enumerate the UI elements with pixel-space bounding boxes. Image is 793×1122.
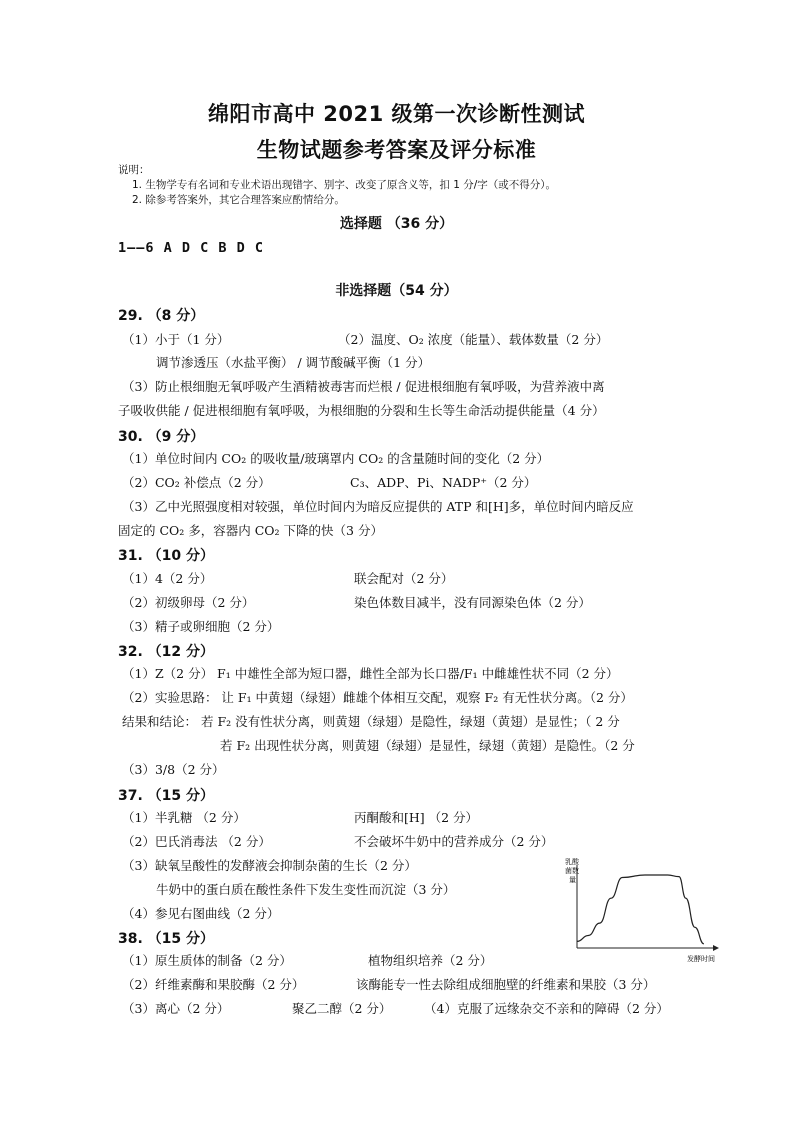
q31-answer-2a: （2）初级卵母（2 分） <box>122 595 255 610</box>
q31-answer-1a: （1）4（2 分） <box>122 571 213 586</box>
y-axis-label: 菌数 <box>565 867 579 875</box>
q32-answer-line: （1）Z（2 分） F₁ 中雄性全部为短口器，雌性全部为长口器/F₁ 中雌雄性状不同（2 分） <box>122 666 619 681</box>
x-axis-arrow <box>713 945 719 951</box>
q37-answer-1b: 丙酮酸和[H] （2 分） <box>354 810 479 825</box>
q37-answer-line: （4）参见右图曲线（2 分） <box>122 906 280 921</box>
q30-answer-2a: （2）CO₂ 补偿点（2 分） <box>122 475 271 490</box>
q37-answer-2b: 不会破坏牛奶中的营养成分（2 分） <box>354 834 554 849</box>
q32-answer-line: 若 F₂ 出现性状分离，则黄翅（绿翅）是显性，绿翅（黄翅）是隐性。（2 分 <box>220 738 635 753</box>
q31-answer-3: （3）精子或卵细胞（2 分） <box>122 619 280 634</box>
q29-answer-line: 调节渗透压（水盐平衡） / 调节酸碱平衡（1 分） <box>156 355 431 370</box>
q29-answer-line: （3）防止根细胞无氧呼吸产生酒精被毒害而烂根 / 促进根细胞有氧呼吸，为营养液中离 <box>122 379 605 394</box>
q30-heading: 30. （9 分） <box>118 429 205 445</box>
q31-answer-2b: 染色体数目减半，没有同源染色体（2 分） <box>354 595 591 610</box>
q32-answer-line: （2）实验思路： 让 F₁ 中黄翅（绿翅）雌雄个体相互交配，观察 F₂ 有无性状分离。（2 分） <box>122 690 633 705</box>
q38-answer-2a: （2）纤维素酶和果胶酶（2 分） <box>122 977 305 992</box>
q38-answer-4: （4）克服了远缘杂交不亲和的障碍（2 分） <box>424 1001 669 1016</box>
q38-answer-3b: 聚乙二醇（2 分） <box>292 1001 392 1016</box>
q37-answer-2a: （2）巴氏消毒法 （2 分） <box>122 834 271 849</box>
notes-label: 说明： <box>118 164 150 176</box>
q31-heading: 31. （10 分） <box>118 548 215 564</box>
q29-heading: 29. （8 分） <box>118 308 205 324</box>
note-item: 2. 除参考答案外，其它合理答案应酌情给分。 <box>132 194 345 206</box>
q38-answer-3a: （3）离心（2 分） <box>122 1001 230 1016</box>
q32-answer-line: （3）3/8（2 分） <box>122 762 225 777</box>
q29-answer-line: 子吸收供能 / 促进根细胞有氧呼吸，为根细胞的分裂和生长等生命活动提供能量（4 分） <box>118 403 605 418</box>
q38-heading: 38. （15 分） <box>118 931 215 947</box>
q37-answer-1a: （1）半乳糖 （2 分） <box>122 810 246 825</box>
bacteria-growth-chart <box>555 855 735 967</box>
q38-answer-2b: 该酶能专一性去除组成细胞壁的纤维素和果胶（3 分） <box>356 977 656 992</box>
q30-answer-line: （1）单位时间内 CO₂ 的吸收量/玻璃罩内 CO₂ 的含量随时间的变化（2 分） <box>122 451 550 466</box>
q38-answer-1a: （1）原生质体的制备（2 分） <box>122 953 292 968</box>
note-item: 1. 生物学专有名词和专业术语出现错字、别字、改变了原含义等，扣 1 分/字（或不得分）。 <box>132 179 556 191</box>
notes-block <box>118 163 556 208</box>
nonchoice-section-heading: 非选择题（54 分） <box>335 283 458 299</box>
y-axis-label: 乳酸 <box>565 858 579 866</box>
page-subtitle: 生物试题参考答案及评分标准 <box>256 138 537 162</box>
q30-answer-line: （3）乙中光照强度相对较强，单位时间内为暗反应提供的 ATP 和[H]多，单位时间内暗反应 <box>122 499 634 514</box>
page-title: 绵阳市高中 2021 级第一次诊断性测试 <box>207 102 586 126</box>
choice-section-heading: 选择题 （36 分） <box>339 216 454 232</box>
q30-answer-line: 固定的 CO₂ 多，容器内 CO₂ 下降的快（3 分） <box>118 523 383 538</box>
y-axis-label: 量 <box>569 876 576 884</box>
q32-answer-line: 结果和结论： 若 F₂ 没有性状分离，则黄翅（绿翅）是隐性，绿翅（黄翅）是显性；（ 2 分 <box>122 714 620 729</box>
q38-answer-1b: 植物组织培养（2 分） <box>368 953 493 968</box>
q37-heading: 37. （15 分） <box>118 788 215 804</box>
q37-answer-line: 牛奶中的蛋白质在酸性条件下发生变性而沉淀（3 分） <box>156 882 456 897</box>
q29-answer-1: （1）小于（1 分） <box>122 332 230 347</box>
q32-heading: 32. （12 分） <box>118 644 215 660</box>
q29-answer-2: （2）温度、O₂ 浓度（能量）、载体数量（2 分） <box>338 332 609 347</box>
q31-answer-1b: 联会配对（2 分） <box>354 571 454 586</box>
q37-answer-line: （3）缺氧呈酸性的发酵液会抑制杂菌的生长（2 分） <box>122 858 417 873</box>
q30-answer-2b: C₃、ADP、Pi、NADP⁺（2 分） <box>350 475 537 490</box>
choice-answers: 1——6 A D C B D C <box>118 240 265 256</box>
series-line <box>577 875 704 944</box>
x-axis-label: 发酵时间 <box>687 955 715 963</box>
